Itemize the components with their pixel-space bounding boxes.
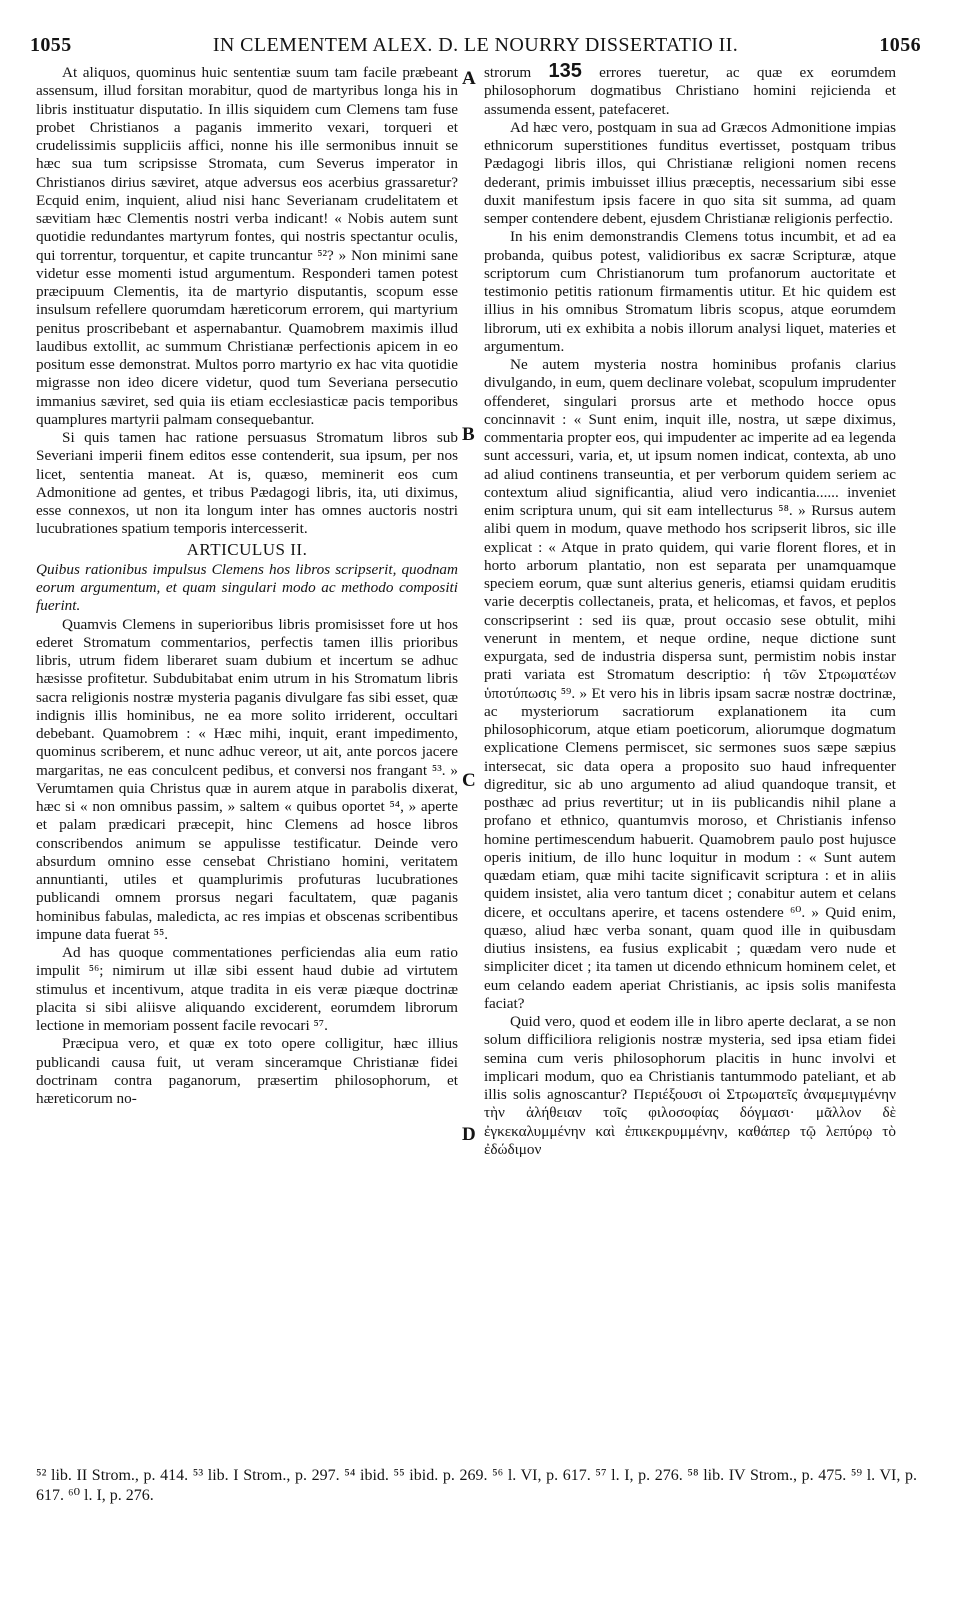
paragraph: Ad hæc vero, postquam in sua ad Græcos Admonitione impias ethnicorum superstitiones funditus evertisset, postquam tribus Pædagogi libris illos, qui Christianæ religioni nomen recens dederant, primis imbuisset illius præceptis, necessarium sibi esse duxit manifestum ipsis facere in quo sita sit summa, ad quam semper contendere debent, ejusdem Christianæ religionis perfectio.	[484, 118, 896, 227]
paragraph: Ne autem mysteria nostra hominibus profanis clarius divulgando, in eum, quem declinare volebat, scopulum imprudenter offenderet, singulari prorsus arte et methodo hocce opus concinnavit : « Sunt enim, inquit ille, nostra, ut sæpe diximus, commentaria propter eos, qui impudenter ac imperite ad ea legenda sunt accessuri, varia, et, ut ipsum nomen indicat, contexta, ab uno ad aliud continens transeuntia, et per verborum quidem seriem ac contextum aliud significantia, aliud vero indicantia...... inveniet enim scriptura unum, qui sit eam intellecturus ⁵⁸. » Rursus autem alibi quem in modum, quave methodo hos scripserit libros, sic ille explicat : « Atque in prato quidem, qui varie florent flores, et in horto arborum plantatio, non est separata per unamquamque speciem eorum, quæ sunt alterius generis, etiamsi quidam eruditis varie decerptis collectaneis, prata, et helicomas, et favos, et peplos conscripserint : sed iis quæ, prout occasio sese obtulit, mihi venerunt in mentem, et neque ordine, neque dictione sunt expurgata, sed de industria dispersa sunt, permistim nobis instar prati variata est Stromatum descriptio: ἡ τῶν Στρωματέων ὑποτύπωσις ⁵⁹. » Et vero his in libris ipsam sacræ nostræ doctrinæ, ac mysteriorum sacratiorum explanationem ita cum philosophicorum, atque etiam poeticorum, aliorumque dogmatum explicatione Clemens permiscet, sic sermones suos sæpe sæpius intersecat, sic data opera a proposito suo haud infrequenter digreditur, sic ab uno argumento ad aliud quandoque transit, et posthæc ad prius revertitur; ut in iis publicandis nihil plane a profano et ethnico, quantumvis moroso, et Christianis infenso homine pertimescendum habuerit. Quamobrem paulo post hujusce operis initium, de illo hunc loquitur in modum : « Sunt autem quædam etiam, quæ mihi tacite significavit scriptura : et in aliis quidem insistet, alia vero tantum dicet ; conabitur autem et celans dicere, et occultans aperire, et tacens ostendere ⁶⁰. » Quid enim, quæso, aliud hæc verba sonant, quam quod ille in quibusdam diutius insistens, ea fusius explicabit ; quædam vero nude et simpliciter dicet ; ita tamen ut dicendo ethnicum hominem celet, et eum celando eadem aperiat Christianis, ac ipsis solis manifesta faciat?	[484, 356, 896, 1012]
text-fragment: errores tueretur, ac quæ ex eorumdem philosophorum dogmatibus Christiano homini rejicienda et assumenda essent, patefaceret.	[484, 64, 897, 118]
running-title: IN CLEMENTEM ALEX. D. LE NOURRY DISSERTATIO II.	[212, 34, 739, 56]
running-header	[30, 34, 921, 56]
paragraph: Quamvis Clemens in superioribus libris promisisset fore ut hos ederet Stromatum commentarios, perfectis tamen illis prioribus libris, utrum fidem liberaret suam dubium et incertum se adhuc hæsisse profitetur. Subdubitabat enim utrum in his Stromatum libris sacra religionis nostræ mysteria paganis divulgare fas sibi esset, quæ indignis illis hominibus, ne ea more solito irriderent, occultari debebant. Quamobrem : « Hæc mihi, inquit, erant impedimento, quominus scriberem, et nunc adhuc vereor, ut ait, ante porcos jacere margaritas, ne eas conculcent pedibus, et conversi nos frangant ⁵³. » Verumtamen quia Christus quæ in aurem atque in parabolis dixerat, hæc si « non omnibus passim, » saltem « quibus oportet ⁵⁴, » aperte et palam prædicari præcepit, hinc Clemens ad hosce libros conscribendos animum se appulisse testificatur. Deinde vero absurdum omnino esse censebat Christiano homini, veritatem annuntianti, utiles et quamplurimis profuturas lucubrationes publicandi omnem prorsus negari facultatem, quæ paganis hominibus fabulas, maledicta, ac res impias et obscenas scribentibus impune data fuerat ⁵⁵.	[36, 615, 458, 943]
article-heading: ARTICULUS II.	[186, 539, 308, 559]
paragraph: Ad has quoque commentationes perficiendas alia eum ratio impulit ⁵⁶; nimirum ut illæ sibi essent haud dubie ad virtutem stimulus et incentivum, atque tradita in eis veræ piæque doctrinæ placita si sibi aliisve aliquando exciderent, eorumdem librorum lectione in memoriam possent facile revocari ⁵⁷.	[36, 944, 458, 1034]
paragraph: Præcipua vero, et quæ ex toto opere colligitur, hæc illius publicandi causa fuit, ut veram sinceramque Christianæ fidei doctrinam contra paganorum, præsertim philosophorum, et hæreticorum no-	[36, 1035, 458, 1107]
paragraph: At aliquos, quominus huic sententiæ suum tam facile præbeant assensum, illud forsitan morabitur, quod de martyribus longa his in libris instituatur disputatio. In illis siquidem cum Clemens tam fuse probet Christianos a paganis immerito vexari, torqueri et crudelissimis suppliciis affici, nonne his ille sermonibus innuit se hæc sua tum scripsisse Stromata, cum Severus imperator in Christianos dirius sæviret, atque adversus eos acerbius grassaretur? Ecquid enim, inquient, aliud nisi hanc Severianam crudelitatem et sævitiam hæc Clementis nostri verba indicant! « Nobis autem sunt quotidie redundantes martyrum fontes, qui nostris spectantur oculis, qui torrentur, torquentur, et capite truncantur ⁵²? » Non minimi sane videtur esse momenti istud argumentum. Responderi tamen potest præcipuum Clementis, ita de martyrio disputantis, scopum esse insulsum refellere quorumdam hæreticorum errorem, qui martyrium penitus proscribebant et aspernabantur. Quamobrem maximis illud laudibus extollit, ac summum Christianæ perfectionis apicem in eo positum esse demonstrat. Multos porro martyrio ex hac vita quotidie migrasse non ideo dicere videtur, quod tum Severiana persecutio immanius sæviret, sed quia iis etiam ecclesiasticæ pacis temporibus quamplures martyrii palmam consequebantur.	[36, 64, 458, 428]
paragraph: Quid vero, quod et eodem ille in libro aperte declarat, a se non solum difficiliora religionis nostræ mysteria, sed ipsa etiam fidei semina cum veris philosophorum placitis in hunc involvi et implicari modum, quo ea Christianis tantummodo pateliant, et ab illis solis agnoscantur? Περιέξουσι οἱ Στρωματεῖς ἀναμεμιγμένην τὴν ἀλήθειαν τοῖς φιλοσοφίας δόγμασι· μᾶλλον δὲ ἐγκεκαλυμμένην καὶ ἐπικεκρυμμένην, καθάπερ τῷ λεπύρῳ τὸ ἐδώδιμον	[484, 1013, 896, 1158]
paragraph: In his enim demonstrandis Clemens totus incumbit, et ad ea probanda, quibus potest, validioribus ex sacræ Scripturæ, atque scriptorum cum Christianorum tum profanorum auctoritate et testimonio petitis rationum firmamentis utitur. Et hic quidem est illius in his omnibus Stromatum libris scopus, atque eorumdem librorum, uti ex exhibita a nobis illorum analysi liquet, materies et argumentum.	[484, 228, 896, 355]
margin-marker-a: A	[462, 68, 476, 89]
text-fragment: strorum	[484, 64, 532, 81]
paragraph	[484, 60, 897, 119]
column-number: 135	[548, 60, 582, 82]
margin-marker-d: D	[462, 1124, 476, 1145]
left-column	[36, 64, 458, 1108]
margin-marker-b: B	[462, 424, 475, 445]
page-number-left: 1055	[30, 34, 72, 56]
right-column	[484, 60, 897, 1159]
footnotes: ⁵² lib. II Strom., p. 414. ⁵³ lib. I Strom., p. 297. ⁵⁴ ibid. ⁵⁵ ibid. p. 269. ⁵⁶ l. VI, p. 617. ⁵⁷ l. I, p. 276. ⁵⁸ lib. IV Strom., p. 475. ⁵⁹ l. VI, p. 617. ⁶⁰ l. I, p. 276.	[36, 1467, 917, 1504]
article-summary: Quibus rationibus impulsus Clemens hos libros scripserit, quodnam eorum argumentum, et quam singulari modo ac methodo compositi fuerint.	[36, 560, 458, 615]
page-number-right: 1056	[879, 34, 921, 56]
margin-marker-c: C	[462, 770, 476, 791]
paragraph: Si quis tamen hac ratione persuasus Stromatum libros sub Severiani imperii finem editos esse contenderit, sua ipsum, per nos licet, sententia maneat. At is, quæso, meminerit eos cum Admonitione ad gentes, et tribus Pædagogi libris, ita, uti diximus, esse connexos, ut non ita longum inter has omnes auctoris nostri lucubrationes spatium temporis intercesserit.	[36, 429, 458, 538]
